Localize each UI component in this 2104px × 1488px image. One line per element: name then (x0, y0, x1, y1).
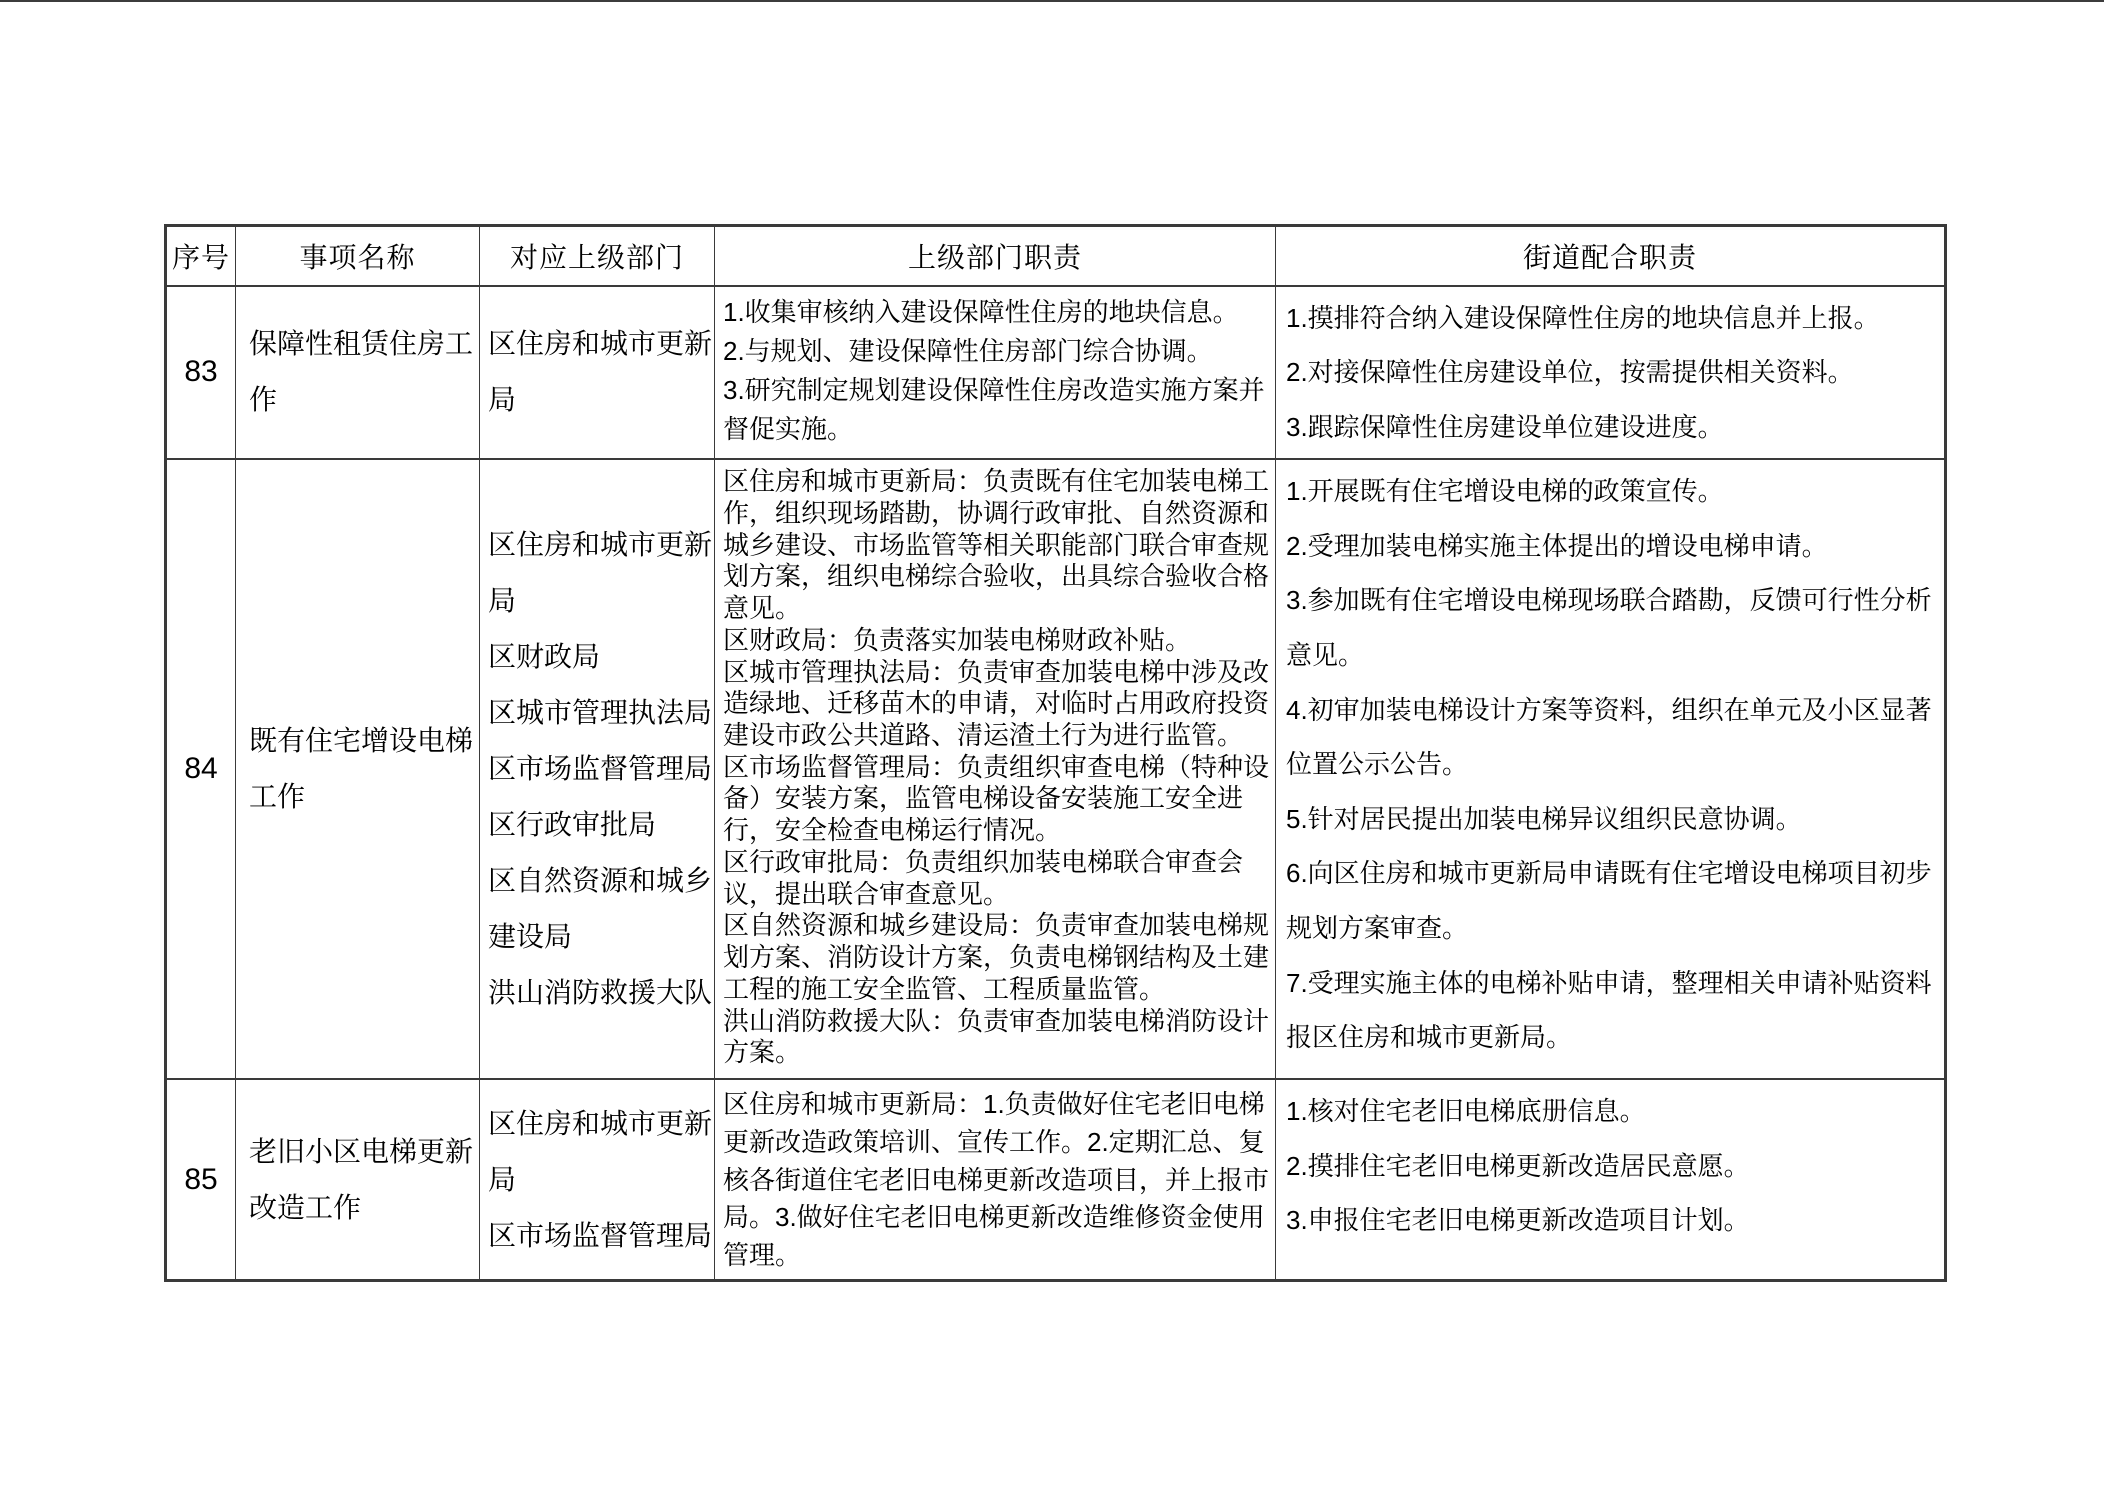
department-item: 区市场监督管理局 (488, 1219, 713, 1251)
page-top-divider (0, 0, 2104, 2)
street-duty-line: 2.受理加装电梯实施主体提出的增设电梯申请。 (1286, 530, 1828, 561)
street-duty-line: 2.对接保障性住房建设单位，按需提供相关资料。 (1286, 357, 1854, 388)
table-row-85 (166, 1079, 1946, 1280)
col-header-seq: 序号 (166, 226, 236, 286)
superior-duty-line: 区行政审批局：负责组织加装电梯联合审查会议，提出联合审查意见。 (723, 846, 1244, 909)
col-header-item-name: 事项名称 (236, 226, 480, 286)
row-number: 84 (166, 459, 236, 1079)
superior-duty-line: 区住房和城市更新局：负责既有住宅加装电梯工作，组织现场踏勘，协调行政审批、自然资源和城乡建设、市场监管等相关职能部门联合审查规划方案，组织电梯综合验收，出具综合验收合格意见。 (723, 466, 1270, 624)
superior-duty-line: 区自然资源和城乡建设局：负责审查加装电梯规划方案、消防设计方案，负责电梯钢结构及土建工程的施工安全监管、工程质量监管。 (723, 910, 1270, 1004)
departments-cell (480, 1079, 715, 1280)
item-name-cell (236, 286, 480, 460)
departments-cell (480, 459, 715, 1079)
department-item: 区住房和城市更新局 (488, 1107, 713, 1195)
item-name-cell (236, 459, 480, 1079)
superior-duty-line: 3.研究制定规划建设保障性住房改造实施方案并督促实施。 (723, 374, 1265, 444)
header-row (166, 226, 1946, 286)
street-duties-cell (1276, 286, 1946, 460)
col-header-superior-duties: 上级部门职责 (715, 226, 1276, 286)
street-duty-line: 7.受理实施主体的电梯补贴申请，整理相关申请补贴资料报区住房和城市更新局。 (1286, 967, 1932, 1053)
col-header-superior-dept: 对应上级部门 (480, 226, 715, 286)
col-header-street-duties: 街道配合职责 (1276, 226, 1946, 286)
street-duty-line: 1.开展既有住宅增设电梯的政策宣传。 (1286, 476, 1724, 507)
table-row-84 (166, 459, 1946, 1079)
street-duties-cell (1276, 459, 1946, 1079)
superior-duty-line: 区住房和城市更新局：1.负责做好住宅老旧电梯更新改造政策培训、宣传工作。2.定期汇总、复核各街道住宅老旧电梯更新改造项目，并上报市局。3.做好住宅老旧电梯更新改造维修资金使用管理。 (723, 1089, 1270, 1271)
street-duty-line: 4.初审加装电梯设计方案等资料，组织在单元及小区显著位置公示公告。 (1286, 694, 1932, 780)
street-duty-line: 6.向区住房和城市更新局申请既有住宅增设电梯项目初步规划方案审查。 (1286, 858, 1932, 944)
department-item: 区住房和城市更新局 (488, 328, 713, 416)
item-name: 保障性租赁住房工作 (249, 328, 474, 416)
superior-duties-cell (715, 459, 1276, 1079)
street-duty-line: 1.摸排符合纳入建设保障性住房的地块信息并上报。 (1286, 302, 1880, 333)
superior-duty-line: 洪山消防救援大队：负责审查加装电梯消防设计方案。 (723, 1005, 1270, 1068)
street-duty-line: 2.摸排住宅老旧电梯更新改造居民意愿。 (1286, 1150, 1750, 1181)
superior-duties-cell (715, 1079, 1276, 1280)
street-duty-line: 3.参加既有住宅增设电梯现场联合踏勘，反馈可行性分析意见。 (1286, 585, 1932, 671)
item-name: 既有住宅增设电梯工作 (249, 725, 474, 813)
department-item: 区自然资源和城乡建设局 (488, 865, 713, 953)
department-item: 区财政局 (488, 641, 601, 673)
superior-duty-line: 区城市管理执法局：负责审查加装电梯中涉及改造绿地、迁移苗木的申请，对临时占用政府投资建设市政公共道路、清运渣土行为进行监管。 (723, 656, 1270, 751)
superior-duties-cell (715, 286, 1276, 460)
superior-duty-line: 1.收集审核纳入建设保障性住房的地块信息。 (723, 296, 1239, 327)
superior-duty-line: 2.与规划、建设保障性住房部门综合协调。 (723, 335, 1213, 366)
departments-cell (480, 286, 715, 460)
street-duties-cell (1276, 1079, 1946, 1280)
responsibility-table (164, 224, 1947, 1282)
department-item: 区市场监督管理局 (488, 753, 713, 785)
street-duty-line: 5.针对居民提出加装电梯异议组织民意协调。 (1286, 803, 1802, 834)
item-name: 老旧小区电梯更新改造工作 (249, 1135, 474, 1223)
department-item: 区行政审批局 (488, 809, 657, 841)
row-number: 85 (166, 1079, 236, 1280)
department-item: 洪山消防救援大队 (488, 977, 713, 1009)
item-name-cell (236, 1079, 480, 1280)
table-row-83 (166, 286, 1946, 460)
street-duty-line: 1.核对住宅老旧电梯底册信息。 (1286, 1096, 1646, 1127)
row-number: 83 (166, 286, 236, 460)
superior-duty-line: 区财政局：负责落实加装电梯财政补贴。 (723, 624, 1192, 655)
superior-duty-line: 区市场监督管理局：负责组织审查电梯（特种设备）安装方案，监管电梯设备安装施工安全进行，安全检查电梯运行情况。 (723, 751, 1270, 846)
street-duty-line: 3.申报住宅老旧电梯更新改造项目计划。 (1286, 1205, 1750, 1236)
department-item: 区城市管理执法局 (488, 697, 713, 729)
street-duty-line: 3.跟踪保障性住房建设单位建设进度。 (1286, 411, 1724, 442)
department-item: 区住房和城市更新局 (488, 529, 713, 617)
